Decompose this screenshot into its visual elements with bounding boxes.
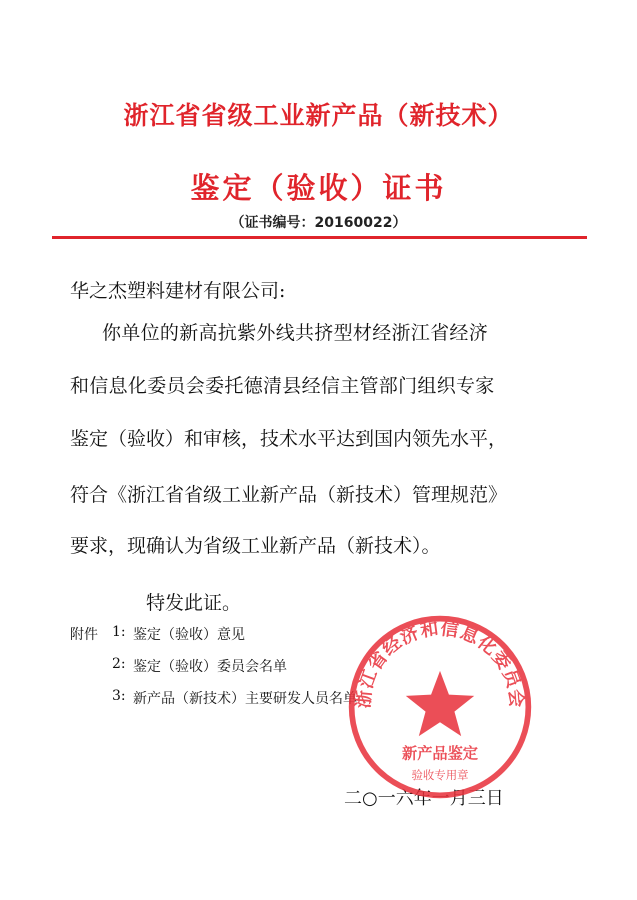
attachments-label: 附件 <box>70 627 98 643</box>
paragraph-line: 符合《浙江省省级工业新产品（新技术）管理规范》 <box>70 484 508 506</box>
official-seal <box>345 612 535 802</box>
attachment-num: 3: <box>112 688 126 704</box>
attachment-item: 鉴定（验收）委员会名单 <box>133 659 287 675</box>
paragraph-line: 和信息化委员会委托德清县经信主管部门组织专家 <box>70 375 495 397</box>
attachment-item: 新产品（新技术）主要研发人员名单 <box>133 691 357 707</box>
recipient: 华之杰塑料建材有限公司: <box>70 280 286 302</box>
closing-text: 特发此证。 <box>146 592 242 614</box>
paragraph-line: 鉴定（验收）和审核，技术水平达到国内领先水平， <box>70 428 508 450</box>
seal-outer-text: 浙江省经济和信息化委员会 <box>353 618 527 710</box>
attachment-num: 2: <box>112 656 126 672</box>
paragraph-line: 你单位的新高抗紫外线共挤型材经浙江省经济 <box>102 322 489 344</box>
title-line-2: 鉴定（验收）证书 <box>190 171 447 205</box>
seal-inner-line-1: 新产品鉴定 <box>402 744 478 763</box>
attachment-item: 鉴定（验收）意见 <box>133 627 245 643</box>
certificate-number: （证书编号：20160022） <box>230 215 407 231</box>
paragraph-line: 要求，现确认为省级工业新产品（新技术）。 <box>70 535 441 557</box>
issue-date: 二○一六年一月三日 <box>344 788 504 809</box>
seal-inner-line-2: 验收专用章 <box>411 768 469 783</box>
attachment-num: 1: <box>112 624 126 640</box>
title-line-1: 浙江省省级工业新产品（新技术） <box>123 101 514 130</box>
header-divider <box>52 236 587 239</box>
star-icon <box>406 671 474 736</box>
